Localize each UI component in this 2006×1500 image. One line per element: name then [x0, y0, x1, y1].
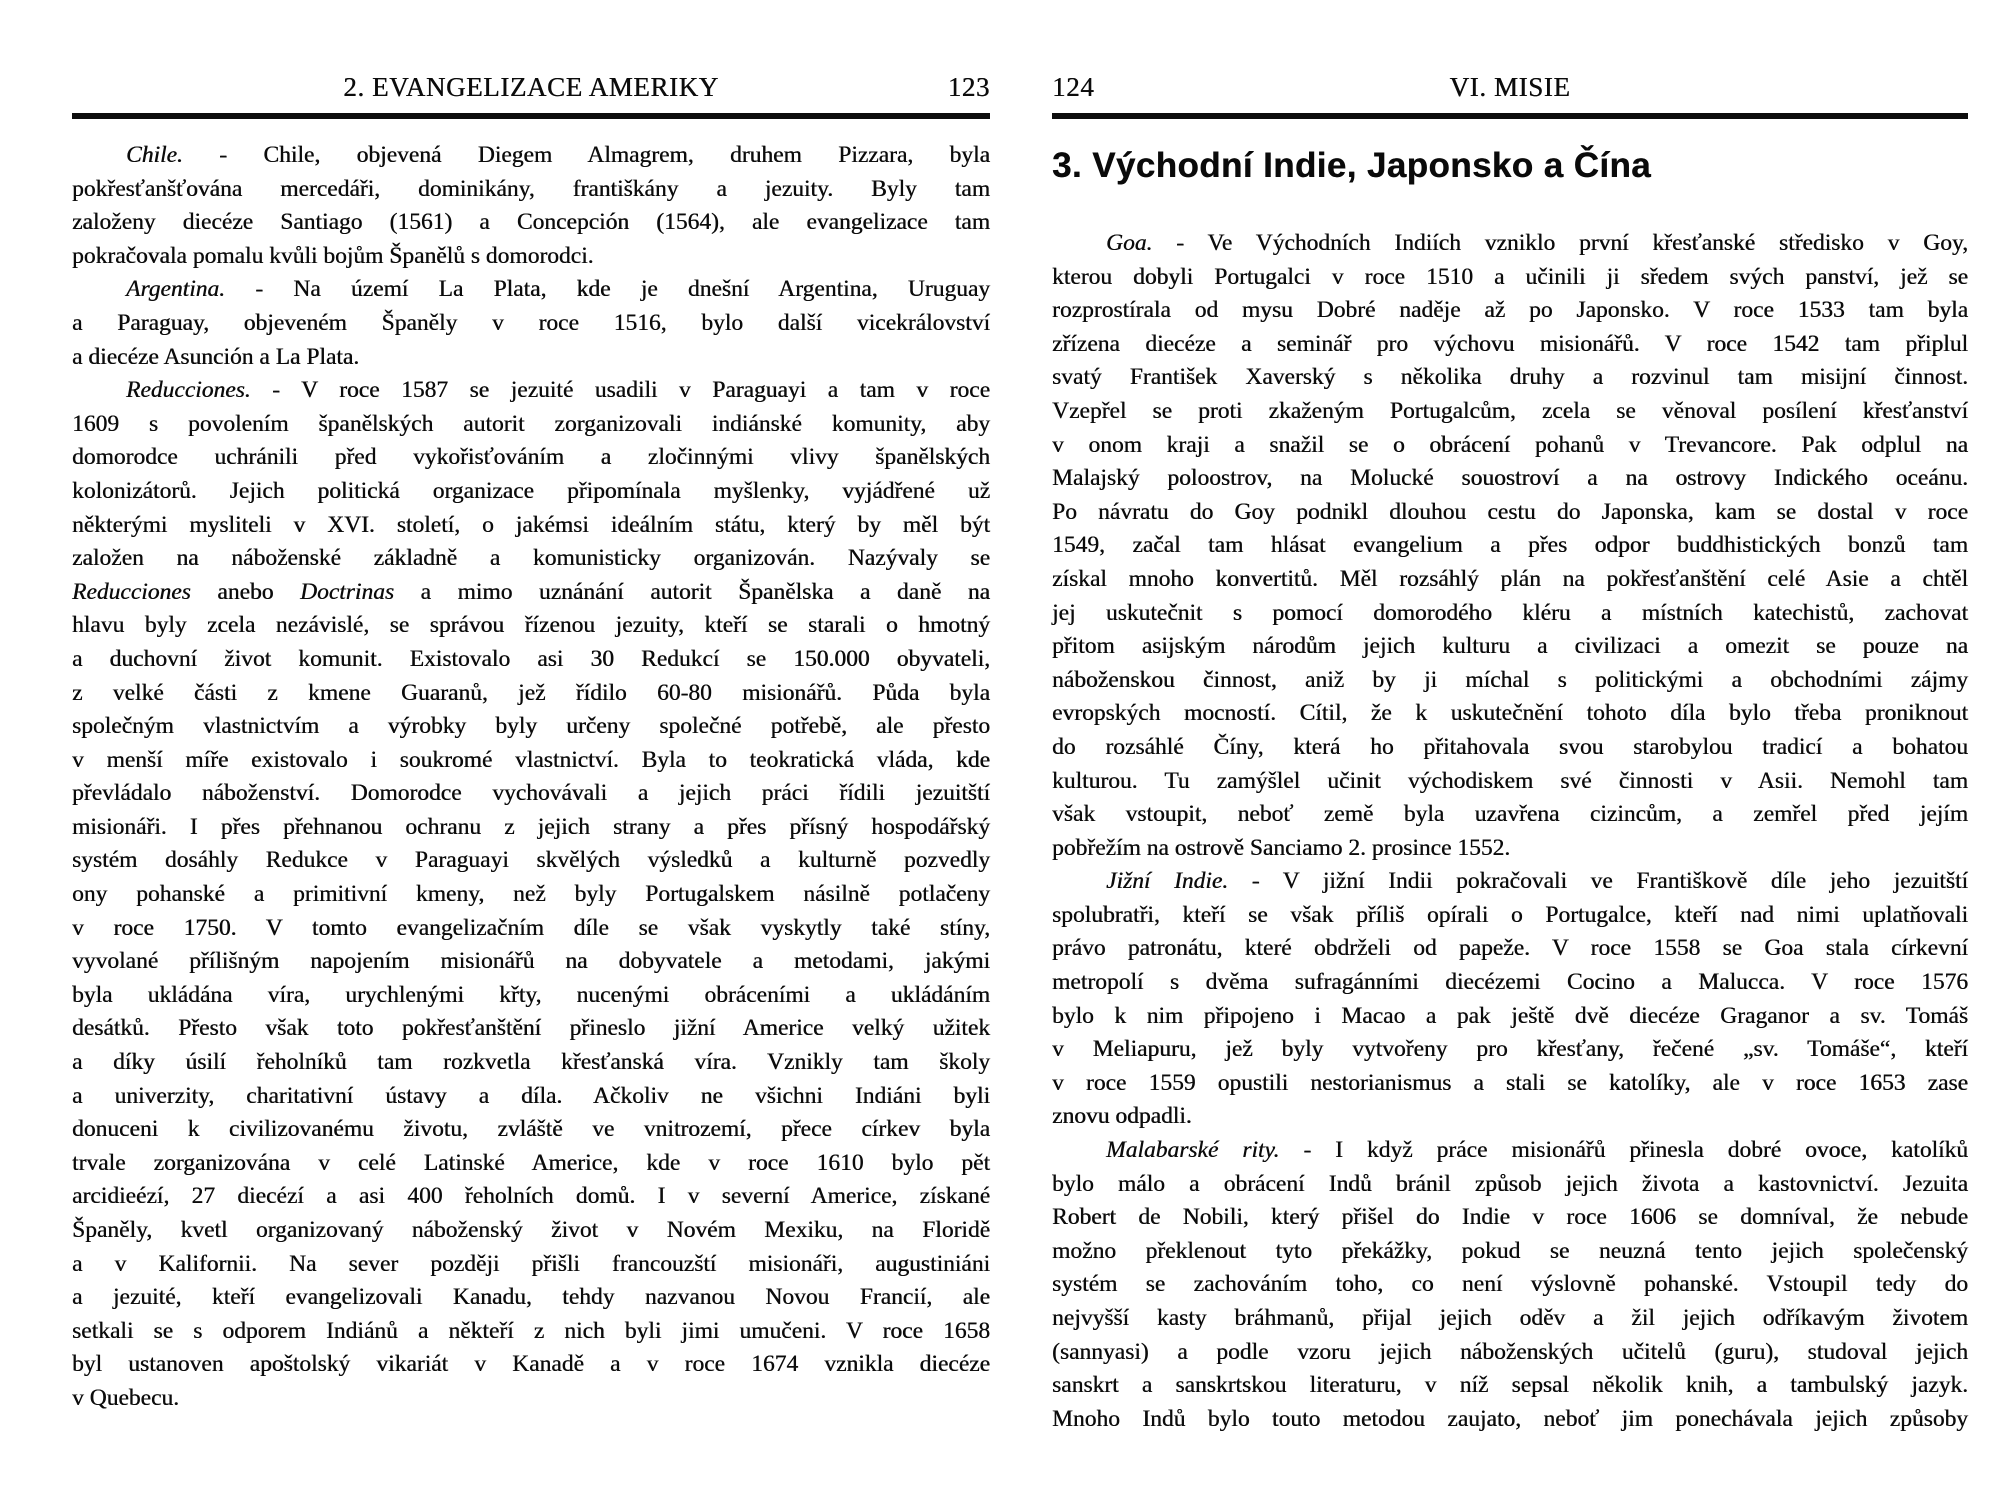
- right-page: [1052, 70, 1968, 1436]
- text-line: pokřesťanšťována mercedáři, dominikány, františkány a jezuity. Byly tam: [72, 175, 990, 202]
- text-line: z velké části z kmene Guaranů, jež řídilo 60-80 misionářů. Půda byla: [72, 679, 990, 706]
- text-line: systém dosáhly Redukce v Paraguayi skvělých výsledků a kulturně pozvedly: [72, 847, 990, 874]
- text-line: Mnoho Indů bylo touto metodou zaujato, neboť jim ponechávala jejich způsoby: [1052, 1405, 1968, 1432]
- text-line: znovu odpadli.: [1052, 1103, 1192, 1130]
- text-line: metropolí s dvěma sufragánními diecézemi Cocino a Malucca. V roce 1576: [1052, 969, 1968, 996]
- text-line: 1609 s povolením španělských autorit zorganizovali indiánské komunity, aby: [72, 410, 990, 437]
- section-heading: 3. Východní Indie, Japonsko a Čína: [1052, 146, 1652, 185]
- text-line: pokračovala pomalu kvůli bojům Španělů s domorodci.: [72, 242, 594, 269]
- text-line: Malajský poloostrov, na Molucké souostroví a na ostrovy Indického oceánu.: [1052, 465, 1968, 492]
- text-line: hlavu byly zcela nezávislé, se správou řízenou jezuity, kteří se starali o hmotný: [72, 612, 990, 639]
- text-line: v roce 1559 opustili nestorianismus a stali se katolíky, ale v roce 1653 zase: [1052, 1069, 1968, 1096]
- left-page-header: [72, 70, 990, 119]
- text-line: v Quebecu.: [72, 1384, 180, 1411]
- paragraph-goa: [1052, 227, 1968, 865]
- text-line: kulturou. Tu zamýšlel učinit východiskem své činnosti v Asii. Nemohl tam: [1052, 767, 1968, 794]
- text-line: rozprostírala od mysu Dobré naděje až po Japonsko. V roce 1533 tam byla: [1052, 297, 1968, 324]
- text-line: vyvolané přílišným napojením misionářů na dobyvatele a metodami, jakými: [72, 948, 990, 975]
- text-line: a jezuité, kteří evangelizovali Kanadu, tehdy nazvanou Novou Francií, ale: [72, 1284, 990, 1311]
- running-head-title-right: VI. MISIE: [1449, 72, 1571, 102]
- left-page: [72, 70, 990, 1416]
- text-line: převládalo náboženství. Domorodce vychovávali a jejich práci řídili jezuitští: [72, 780, 990, 807]
- left-page-body: [72, 139, 990, 1416]
- text-line: kolonizátorů. Jejich politická organizace připomínala myšlenky, vyjádřené už: [72, 477, 990, 504]
- text-line: právo patronátu, které obdrželi od papeže. V roce 1558 se Goa stala církevní: [1052, 935, 1968, 962]
- text-line: založeny diecéze Santiago (1561) a Concepción (1564), ale evangelizace tam: [72, 209, 990, 236]
- text-line: Španěly, kvetl organizovaný náboženský život v Novém Mexiku, na Floridě: [72, 1217, 990, 1243]
- text-line: arcidieézí, 27 diecézí a asi 400 řeholních domů. I v severní Americe, získané: [72, 1183, 990, 1210]
- paragraph-chile: [72, 139, 990, 273]
- text-line: v Meliapuru, jež byly vytvořeny pro křesťany, řečené „sv. Tomáše“, kteří: [1052, 1036, 1968, 1063]
- text-line: a univerzity, charitativní ústavy a díla. Ačkoliv ne všichni Indiáni byli: [72, 1082, 990, 1109]
- text-line: a v Kalifornii. Na sever později přišli francouzští misionáři, augustiniáni: [72, 1250, 990, 1277]
- paragraph-argentina: [72, 273, 990, 374]
- text-line: a díky úsilí řeholníků tam rozkvetla křesťanská víra. Vznikly tam školy: [72, 1049, 990, 1076]
- text-line: založen na náboženské základně a komunisticky organizován. Nazývaly se: [72, 545, 990, 572]
- text-line: zřízena diecéze a seminář pro výchovu misionářů. V roce 1542 tam připlul: [1052, 330, 1968, 357]
- text-line: a Paraguay, objeveném Španěly v roce 1516, bylo další vicekrálovství: [72, 309, 990, 336]
- text-line: společným vlastnictvím a výrobky byly určeny společné potřebě, ale přesto: [72, 713, 990, 740]
- text-line: Reducciones. - V roce 1587 se jezuité usadili v Paraguayi a tam v roce: [126, 377, 990, 404]
- text-line: náboženskou činnost, aniž by ji míchal s politickými a obchodními zájmy: [1052, 666, 1968, 693]
- text-line: bylo málo a obrácení Indů bránil způsob jejich života a kastovnictví. Jezuita: [1052, 1170, 1968, 1197]
- text-line: Goa. - Ve Východních Indiích vzniklo první křesťanské středisko v Goy,: [1106, 230, 1968, 256]
- text-line: setkali se s odporem Indiánů a někteří z nich byli jimi umučeni. V roce 1658: [72, 1317, 990, 1344]
- text-line: systém se zachováním toho, co není výslovně pohanské. Vstoupil tedy do: [1052, 1271, 1968, 1298]
- text-line: Po návratu do Goy podnikl dlouhou cestu do Japonska, kam se dostal v roce: [1052, 498, 1968, 525]
- text-line: evropských mocností. Cítil, že k uskutečnění tohoto díla bylo třeba proniknout: [1052, 700, 1968, 727]
- text-line: v roce 1750. V tomto evangelizačním díle se však vyskytly také stíny,: [72, 914, 990, 941]
- text-line: byla ukládána víra, urychlenými křty, nucenými obráceními a ukládáním: [72, 981, 990, 1008]
- text-line: Robert de Nobili, který přišel do Indie v roce 1606 se domníval, že nebude: [1052, 1204, 1968, 1231]
- text-line: a diecéze Asunción a La Plata.: [72, 343, 360, 370]
- text-line: domorodce uchránili před vykořisťováním a zločinnými vlivy španělských: [72, 444, 990, 471]
- text-line: Argentina. - Na území La Plata, kde je dnešní Argentina, Uruguay: [126, 276, 990, 303]
- text-line: Chile. - Chile, objevená Diegem Almagrem, druhem Pizzara, byla: [126, 142, 990, 168]
- text-line: sanskrt a sanskrtskou literaturu, v níž sepsal několik knih, a tambulský jazyk.: [1052, 1372, 1968, 1399]
- page-number-right: 124: [1052, 72, 1095, 102]
- text-line: trvale zorganizována v celé Latinské Americe, kde v roce 1610 bylo pět: [72, 1149, 990, 1176]
- text-line: ony pohanské a primitivní kmeny, než byly Portugalskem násilně potlačeny: [72, 881, 990, 908]
- paragraph-jizni-indie: [1052, 865, 1968, 1134]
- text-line: Vzepřel se proti zkaženým Portugalcům, zcela se věnoval posílení křesťanství: [1052, 397, 1968, 424]
- text-line: možno překlenout tyto překážky, pokud se neuzná tento jejich společenský: [1052, 1237, 1968, 1264]
- text-line: jej uskutečnit s pomocí domorodého kléru a místních katechistů, zachovat: [1052, 599, 1968, 626]
- text-line: Reducciones anebo Doctrinas a mimo uznánání autorit Španělska a daně na: [72, 578, 990, 605]
- paragraph-reducciones: [72, 374, 990, 1415]
- text-line: však vstoupit, neboť země byla uzavřena cizincům, a zemřel před jejím: [1052, 801, 1968, 828]
- text-line: Malabarské rity. - I když práce misionářů přinesla dobré ovoce, katolíků: [1106, 1137, 1969, 1164]
- text-line: v onom kraji a snažil se o obrácení pohanů v Trevancore. Pak odplul na: [1052, 431, 1968, 458]
- text-line: do rozsáhlé Číny, která ho přitahovala svou starobylou tradicí a bohatou: [1052, 733, 1968, 760]
- text-line: kterou dobyli Portugalci v roce 1510 a učinili ji sředem svých panství, jež se: [1052, 263, 1968, 290]
- right-page-body: [1052, 145, 1968, 1436]
- text-line: některými mysliteli v XVI. století, o jakémsi ideálním státu, který by měl být: [72, 511, 990, 538]
- text-line: desátků. Přesto však toto pokřesťanštění přineslo jižní Americe velký užitek: [72, 1015, 990, 1042]
- text-line: Jižní Indie. - V jižní Indii pokračovali ve Františkově díle jeho jezuitští: [1106, 868, 1968, 895]
- text-line: misionáři. I přes přehnanou ochranu z jejich strany a přes přísný hospodářský: [72, 813, 990, 840]
- text-line: 1549, začal tam hlásat evangelium a přes odpor buddhistických bonzů tam: [1052, 532, 1968, 559]
- text-line: spolubratři, kteří se však příliš opírali o Portugalce, kteří nad nimi uplatňovali: [1052, 901, 1968, 928]
- right-page-header: [1052, 70, 1968, 119]
- text-line: bylo k nim připojeno i Macao a pak ještě dvě diecéze Graganor a sv. Tomáš: [1052, 1002, 1968, 1029]
- text-line: byl ustanoven apoštolský vikariát v Kanadě a v roce 1674 vznikla diecéze: [72, 1351, 990, 1378]
- text-line: pobřežím na ostrově Sanciamo 2. prosince 1552.: [1052, 834, 1511, 861]
- text-line: a duchovní život komunit. Existovalo asi 30 Redukcí se 150.000 obyvateli,: [72, 645, 990, 672]
- text-line: získal mnoho konvertitů. Měl rozsáhlý plán na pokřesťanštění celé Asie a chtěl: [1052, 565, 1968, 592]
- text-line: nejvyšší kasty bráhmanů, přijal jejich oděv a žil jejich odříkavým životem: [1052, 1305, 1968, 1331]
- text-line: donuceni k civilizovanému životu, zvláště ve vnitrozemí, přece církev byla: [72, 1116, 990, 1143]
- text-line: přitom asijským národům jejich kulturu a civilizaci a omezit se pouze na: [1052, 633, 1968, 660]
- paragraph-malabarske-rity: [1052, 1134, 1968, 1436]
- page-number-left: 123: [947, 72, 990, 102]
- text-line: v menší míře existovalo i soukromé vlastnictví. Byla to teokratická vláda, kde: [72, 746, 990, 773]
- text-line: (sannyasi) a podle vzoru jejich náboženských učitelů (guru), studoval jejich: [1052, 1338, 1968, 1365]
- running-head-title-left: 2. EVANGELIZACE AMERIKY: [343, 72, 719, 102]
- text-line: svatý František Xaverský s několika druhy a rozvinul tam misijní činnost.: [1052, 364, 1968, 391]
